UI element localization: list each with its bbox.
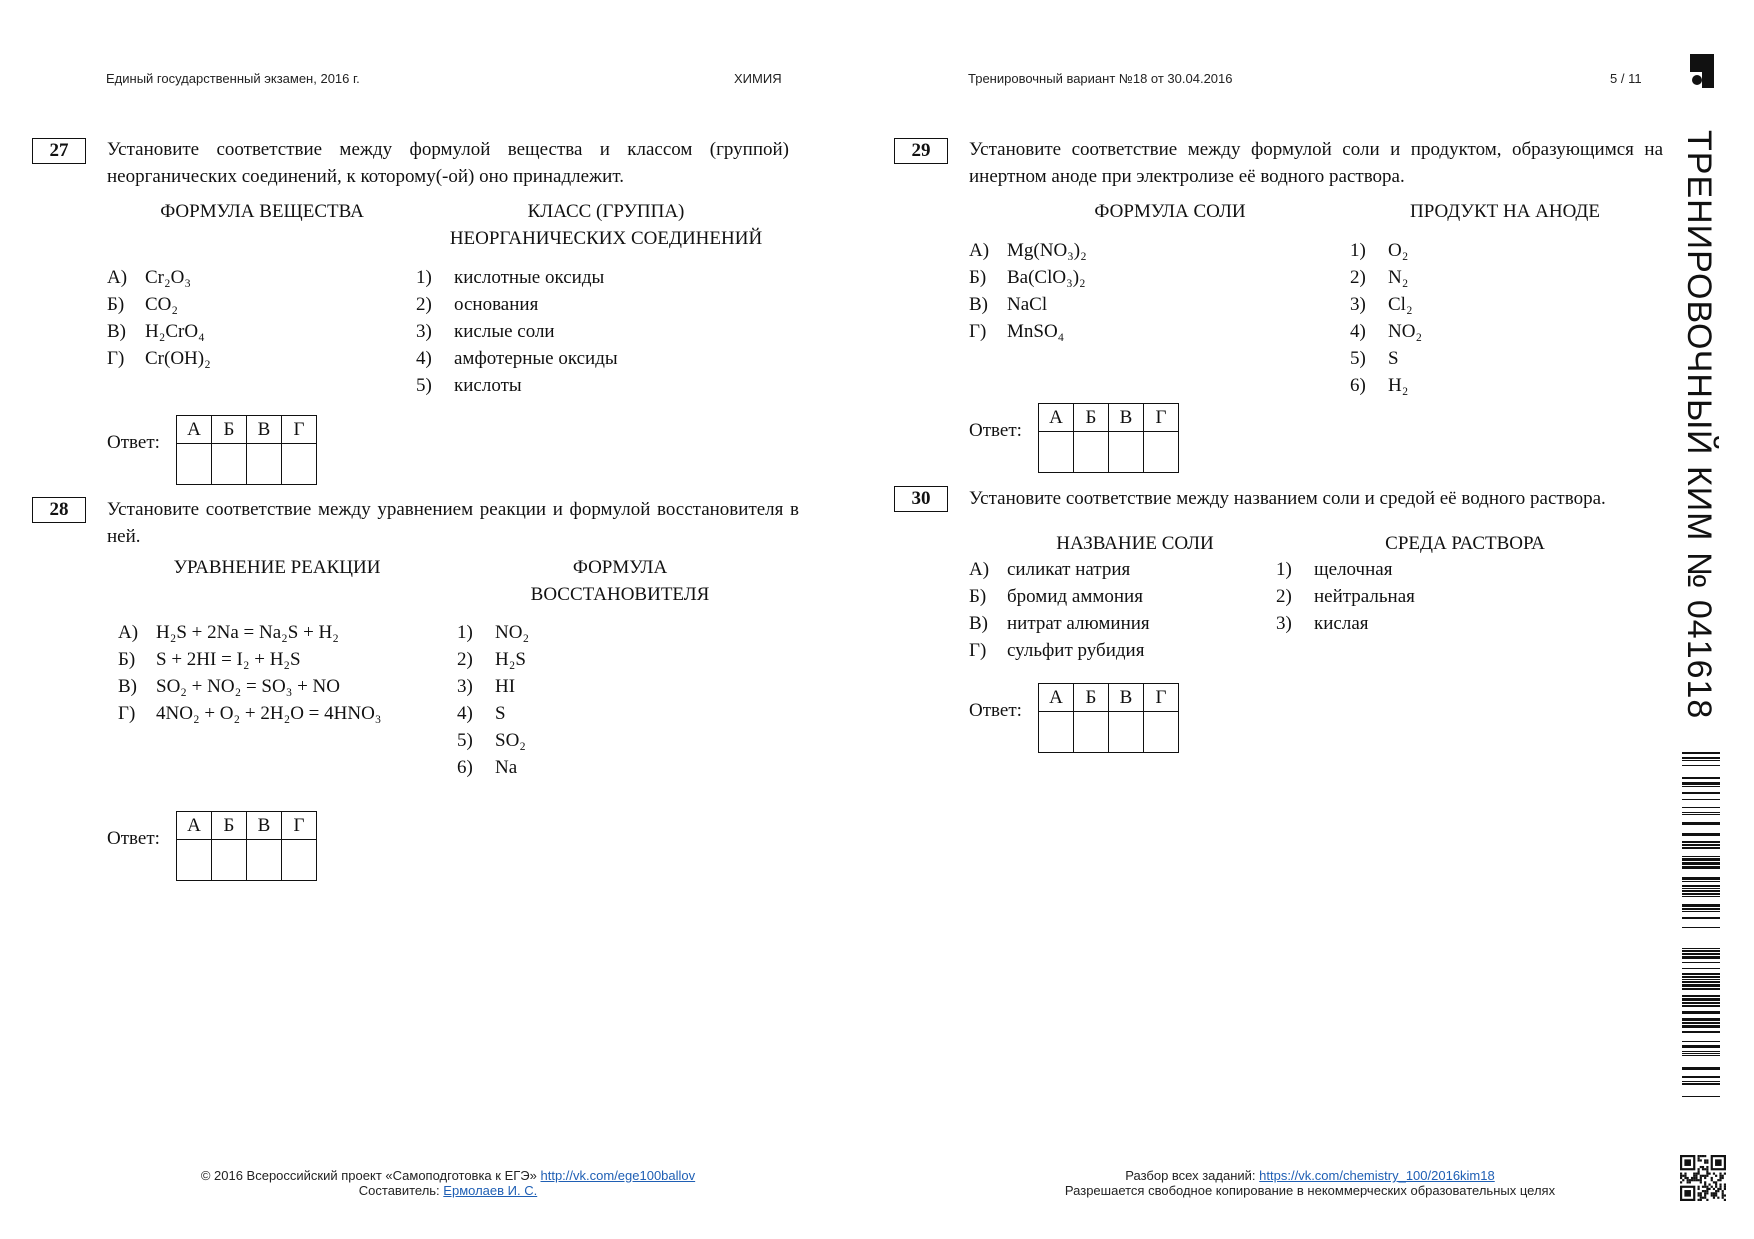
list-item: Б) Ba(ClO₃)₂ — [969, 267, 1086, 288]
list-item: 5) S — [1350, 348, 1399, 369]
answer-cell[interactable] — [247, 444, 282, 485]
answer-header-cell: Б — [212, 812, 247, 840]
q30-right-column-header: СРЕДА РАСТВОРА — [1385, 533, 1545, 554]
q27-right-list — [416, 264, 618, 399]
list-item: Б) CO₂ — [107, 294, 179, 315]
list-item: В) H₂CrO₄ — [107, 321, 205, 342]
list-item: В) SO₂ + NO₂ = SO₃ + NO — [118, 676, 340, 697]
answer-header-cell: В — [247, 416, 282, 444]
answer-header-cell: А — [1039, 404, 1074, 432]
question-30-text: Установите соответствие между названием соли и средой её водного раствора. — [969, 488, 1606, 509]
answer-cell[interactable] — [1074, 432, 1109, 473]
list-item: Г) сульфит рубидия — [969, 640, 1145, 661]
q29-right-list — [1350, 237, 1422, 399]
answer-header-cell: А — [177, 416, 212, 444]
list-item: 2) N₂ — [1350, 267, 1409, 288]
answer-cell[interactable] — [247, 840, 282, 881]
q27-answer-grid — [176, 415, 317, 485]
list-item: 1) кислотные оксиды — [416, 267, 605, 288]
list-item: Г) 4NO₂ + O₂ + 2H₂O = 4HNO₃ — [118, 703, 382, 724]
answer-cell[interactable] — [212, 444, 247, 485]
answer-header-cell: Г — [282, 416, 317, 444]
corner-marker-icon — [1690, 54, 1714, 88]
q30-left-column-header: НАЗВАНИЕ СОЛИ — [1056, 533, 1214, 554]
answer-cell[interactable] — [1144, 712, 1179, 753]
question-27-text: Установите соответствие между формулой вещества и классом (группой) неорганических соединений, к которому(-ой) оно принадлежит. — [107, 139, 789, 187]
list-item: В) NaCl — [969, 294, 1048, 315]
q27-left-column-header: ФОРМУЛА ВЕЩЕСТВА — [160, 201, 364, 222]
answer-cell[interactable] — [1039, 432, 1074, 473]
answer-header-cell: В — [247, 812, 282, 840]
header-variant: Тренировочный вариант №18 от 30.04.2016 — [968, 71, 1233, 86]
list-item: 3) Cl₂ — [1350, 294, 1413, 315]
answer-header-cell: В — [1109, 684, 1144, 712]
answer-cell[interactable] — [177, 840, 212, 881]
list-item: 6) H₂ — [1350, 375, 1409, 396]
answer-cell[interactable] — [177, 444, 212, 485]
answer-cell[interactable] — [212, 840, 247, 881]
side-title: ТРЕНИРОВОЧНЫЙ КИМ № 041618 — [1680, 130, 1718, 720]
q28-answer-grid — [176, 811, 317, 881]
q28-answer-label: Ответ: — [107, 828, 160, 849]
header-exam-title: Единый государственный экзамен, 2016 г. — [106, 71, 360, 86]
footer-left — [170, 1168, 726, 1198]
answer-header-cell: Б — [1074, 684, 1109, 712]
list-item: Б) S + 2HI = I₂ + H₂S — [118, 649, 301, 670]
question-29-text: Установите соответствие между формулой соли и продуктом, образующимся на инертном аноде при электролизе её водного раствора. — [969, 139, 1663, 187]
q27-left-list — [107, 264, 211, 372]
list-item: 2) нейтральная — [1276, 586, 1415, 607]
list-item: 2) основания — [416, 294, 539, 315]
footer-project-line — [170, 1168, 726, 1183]
qr-code-icon — [1680, 1155, 1726, 1201]
q29-right-column-header: ПРОДУКТ НА АНОДЕ — [1410, 201, 1600, 222]
q29-left-column-header: ФОРМУЛА СОЛИ — [1094, 201, 1246, 222]
list-item: 3) HI — [457, 676, 516, 697]
header-page-number: 5 / 11 — [1610, 71, 1642, 86]
question-28-number: 28 — [32, 497, 86, 523]
list-item: 5) SO₂ — [457, 730, 526, 751]
answer-header-cell: А — [177, 812, 212, 840]
answer-header-cell: Г — [282, 812, 317, 840]
barcode-icon — [1682, 752, 1720, 1100]
answer-header-cell: Б — [212, 416, 247, 444]
q27-right-column-header-1: КЛАСС (ГРУППА) — [527, 201, 685, 222]
list-item: 4) NO₂ — [1350, 321, 1423, 342]
list-item: Б) бромид аммония — [969, 586, 1143, 607]
list-item: 3) кислая — [1276, 613, 1369, 634]
footer-project-link[interactable]: http://vk.com/ege100ballov — [540, 1168, 696, 1183]
question-28-text: Установите соответствие между уравнением реакции и формулой восстановителя в ней. — [107, 499, 799, 547]
question-27-number: 27 — [32, 138, 86, 164]
q28-right-column-header-2: ВОССТАНОВИТЕЛЯ — [530, 584, 710, 605]
answer-header-cell: Г — [1144, 404, 1179, 432]
list-item: 1) щелочная — [1276, 559, 1393, 580]
list-item: 3) кислые соли — [416, 321, 555, 342]
q28-left-column-header: УРАВНЕНИЕ РЕАКЦИИ — [173, 557, 381, 578]
list-item: А) силикат натрия — [969, 559, 1131, 580]
answer-header-cell: В — [1109, 404, 1144, 432]
q28-left-list — [118, 619, 381, 727]
q29-answer-label: Ответ: — [969, 420, 1022, 441]
list-item: А) Mg(NO₃)₂ — [969, 240, 1087, 261]
footer-author-link[interactable]: Ермолаев И. С. — [443, 1183, 538, 1198]
q30-left-list — [969, 556, 1150, 664]
list-item: Г) Cr(OH)₂ — [107, 348, 211, 369]
answer-cell[interactable] — [1144, 432, 1179, 473]
question-29-number: 29 — [894, 138, 948, 164]
question-30-number: 30 — [894, 486, 948, 512]
list-item: 4) S — [457, 703, 506, 724]
q28-right-column-header-1: ФОРМУЛА — [572, 557, 668, 578]
q27-answer-label: Ответ: — [107, 432, 160, 453]
footer-review-line — [1000, 1168, 1620, 1183]
footer-right — [1000, 1168, 1620, 1198]
q30-answer-grid — [1038, 683, 1179, 753]
q28-right-list — [457, 619, 529, 781]
q30-answer-label: Ответ: — [969, 700, 1022, 721]
footer-copy-note: Разрешается свободное копирование в некоммерческих образовательных целях — [1064, 1183, 1556, 1198]
list-item: 4) амфотерные оксиды — [416, 348, 618, 369]
list-item: Г) MnSO₄ — [969, 321, 1065, 342]
answer-cell[interactable] — [282, 840, 317, 881]
list-item: 2) H₂S — [457, 649, 526, 670]
footer-author-line — [170, 1183, 726, 1198]
q29-left-list — [969, 237, 1087, 345]
list-item: А) Cr₂O₃ — [107, 267, 191, 288]
answer-header-cell: Г — [1144, 684, 1179, 712]
answer-cell[interactable] — [1039, 712, 1074, 753]
list-item: 1) O₂ — [1350, 240, 1409, 261]
q30-right-list — [1276, 556, 1415, 637]
q29-answer-grid — [1038, 403, 1179, 473]
answer-cell[interactable] — [1074, 712, 1109, 753]
list-item: 6) Na — [457, 757, 518, 778]
footer-review-link[interactable]: https://vk.com/chemistry_100/2016kim18 — [1259, 1168, 1495, 1183]
footer-project-text: © 2016 Всероссийский проект «Самоподготовка к ЕГЭ» — [200, 1168, 537, 1183]
header-subject: ХИМИЯ — [734, 71, 782, 86]
q27-right-column-header-2: НЕОРГАНИЧЕСКИХ СОЕДИНЕНИЙ — [449, 228, 763, 249]
answer-cell[interactable] — [1109, 432, 1144, 473]
answer-header-cell: Б — [1074, 404, 1109, 432]
list-item: 5) кислоты — [416, 375, 522, 396]
answer-header-cell: А — [1039, 684, 1074, 712]
answer-cell[interactable] — [282, 444, 317, 485]
list-item: А) H₂S + 2Na = Na₂S + H₂ — [118, 622, 339, 643]
list-item: В) нитрат алюминия — [969, 613, 1150, 634]
answer-cell[interactable] — [1109, 712, 1144, 753]
list-item: 1) NO₂ — [457, 622, 530, 643]
footer-author-text: Составитель: — [358, 1183, 440, 1198]
footer-review-text: Разбор всех заданий: — [1125, 1168, 1256, 1183]
